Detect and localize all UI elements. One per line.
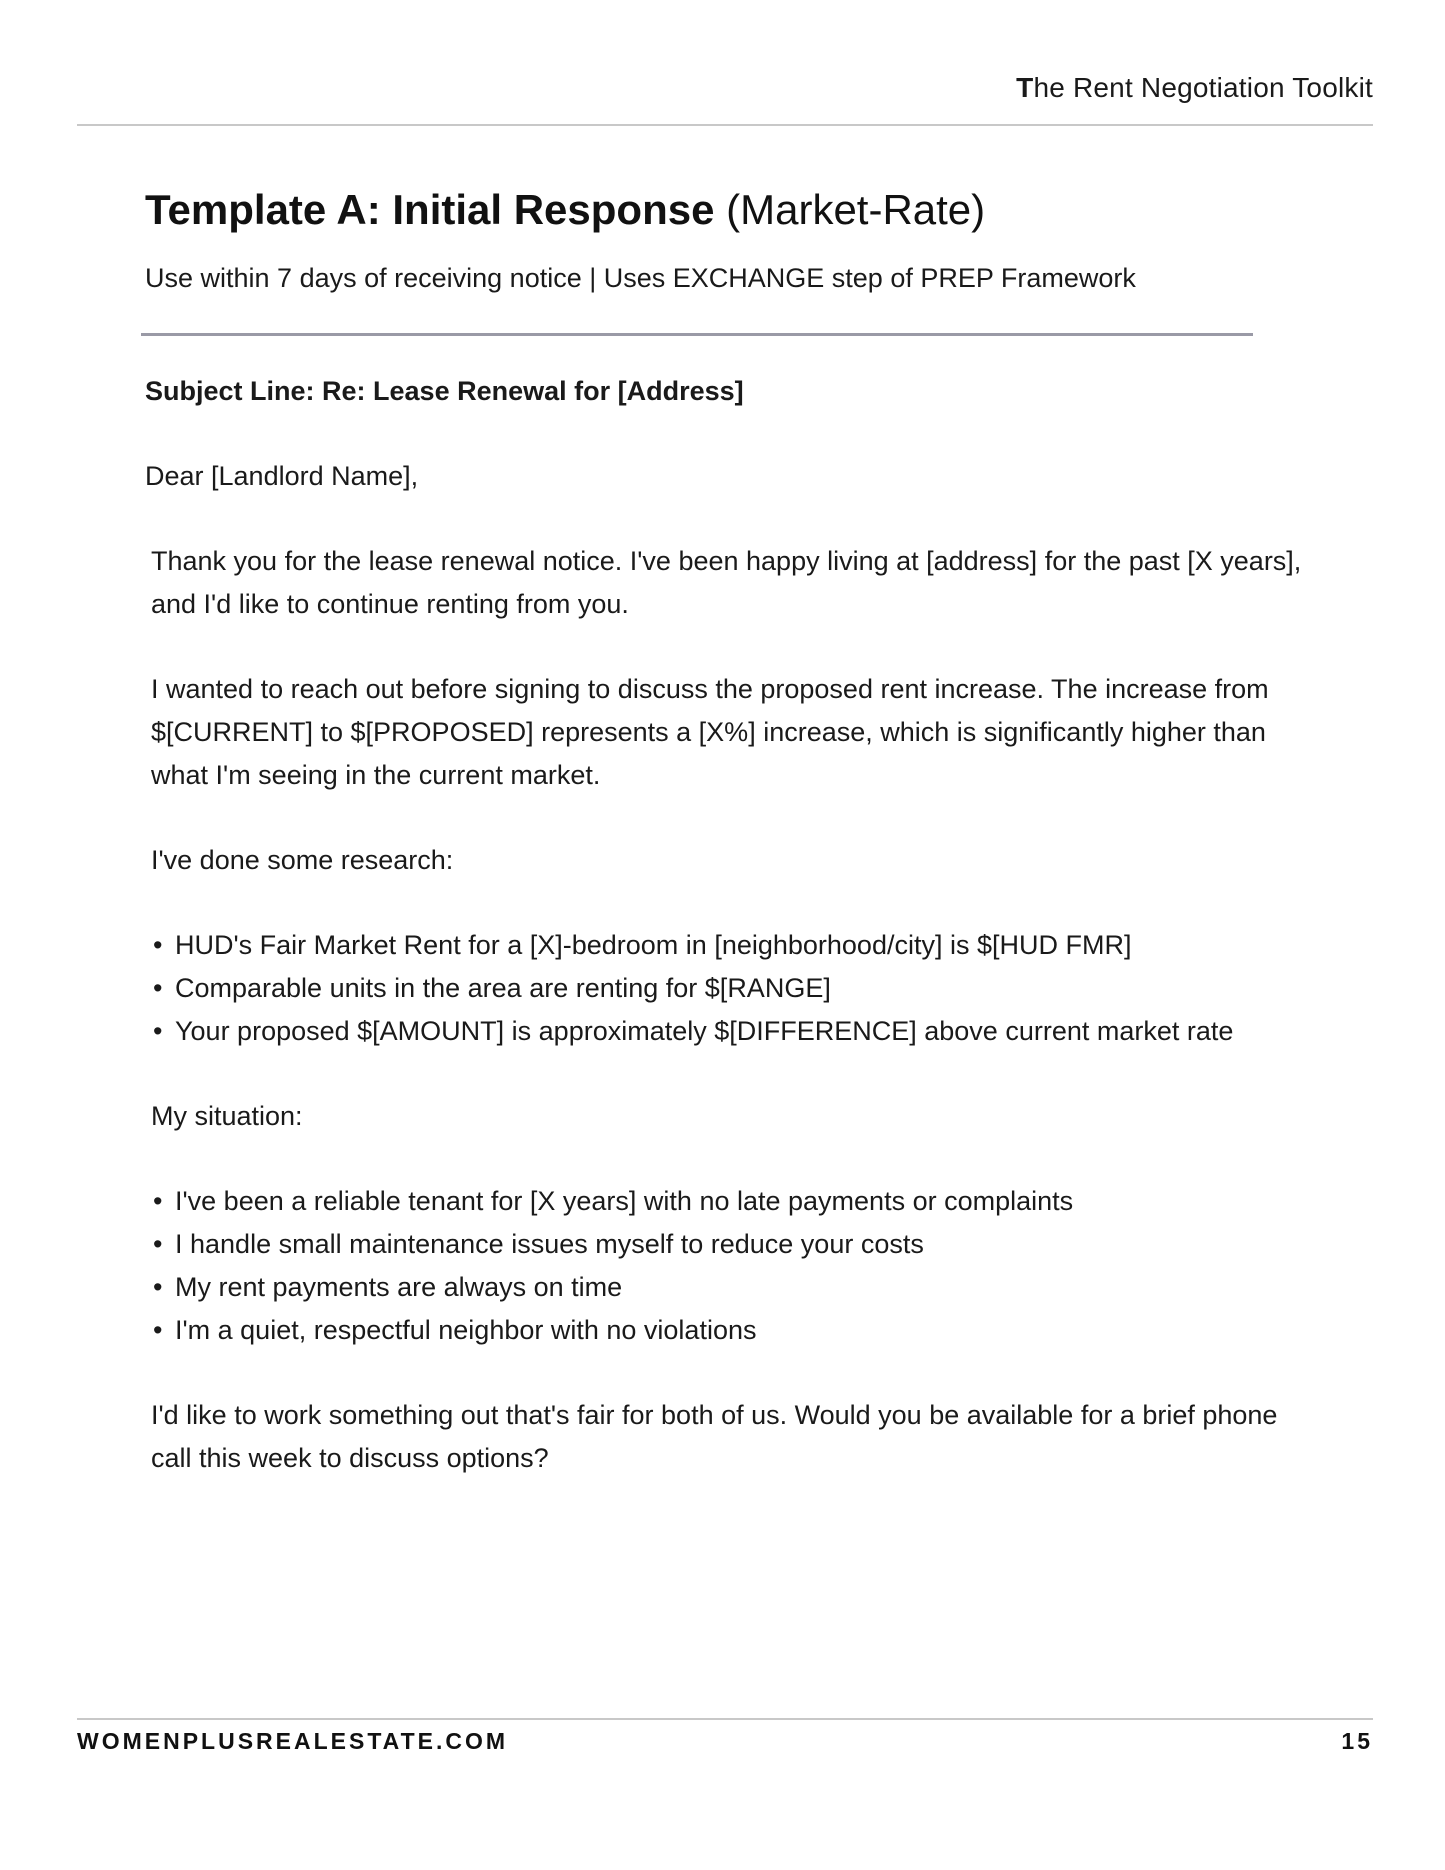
header-divider xyxy=(77,124,1373,126)
bullet-icon: • xyxy=(153,1229,163,1259)
subject-line: Subject Line: Re: Lease Renewal for [Address] xyxy=(145,376,744,406)
list-item-text: I handle small maintenance issues myself to reduce your costs xyxy=(175,1229,924,1259)
list-item-text: Your proposed $[AMOUNT] is approximately $[DIFFERENCE] above current market rate xyxy=(175,1016,1234,1046)
running-header xyxy=(1016,72,1373,104)
list-item-text: Comparable units in the area are renting for $[RANGE] xyxy=(175,973,831,1003)
list-item-text: HUD's Fair Market Rent for a [X]-bedroom in [neighborhood/city] is $[HUD FMR] xyxy=(175,930,1132,960)
bullet-icon: • xyxy=(153,1186,163,1216)
list-item xyxy=(145,1180,1305,1223)
page-number: 15 xyxy=(1341,1728,1373,1754)
bullet-icon: • xyxy=(153,1016,163,1046)
page-title xyxy=(145,186,985,234)
list-item xyxy=(145,1266,1305,1309)
bullet-icon: • xyxy=(153,930,163,960)
list-item xyxy=(145,1223,1305,1266)
research-heading: I've done some research: xyxy=(151,845,454,875)
list-item-text: My rent payments are always on time xyxy=(175,1272,623,1302)
bullet-icon: • xyxy=(153,1272,163,1302)
paragraph-closing: I'd like to work something out that's fair for both of us. Would you be available for a brief phone call this week to discuss options? xyxy=(151,1400,1278,1473)
paragraph-increase: I wanted to reach out before signing to discuss the proposed rent increase. The increase from $[CURRENT] to $[PROPOSED] represents a [X%] increase, which is significantly higher than what I'm seeing in the current market. xyxy=(151,674,1269,790)
list-item xyxy=(145,1309,1305,1352)
list-item-text: I'm a quiet, respectful neighbor with no violations xyxy=(175,1315,757,1345)
greeting: Dear [Landlord Name], xyxy=(145,461,419,491)
list-item xyxy=(145,1010,1305,1053)
section-divider xyxy=(141,333,1253,336)
list-item-text: I've been a reliable tenant for [X years] with no late payments or complaints xyxy=(175,1186,1074,1216)
paragraph-thanks: Thank you for the lease renewal notice. I've been happy living at [address] for the past [X years], and I'd like to continue renting from you. xyxy=(151,546,1302,619)
list-item xyxy=(145,924,1305,967)
page-title-bold: Template A: Initial Response xyxy=(145,186,715,233)
footer-divider xyxy=(77,1718,1373,1720)
letter-body xyxy=(145,370,1305,1522)
bullet-icon: • xyxy=(153,1315,163,1345)
research-list xyxy=(145,924,1305,1053)
running-header-initial: T xyxy=(1016,72,1034,103)
situation-heading: My situation: xyxy=(151,1101,303,1131)
footer-website: WOMENPLUSREALESTATE.COM xyxy=(77,1728,509,1754)
page-title-suffix: (Market-Rate) xyxy=(714,186,986,233)
running-header-text: he Rent Negotiation Toolkit xyxy=(1033,72,1373,103)
page-subtitle: Use within 7 days of receiving notice | Uses EXCHANGE step of PREP Framework xyxy=(145,263,1136,293)
situation-list xyxy=(145,1180,1305,1352)
bullet-icon: • xyxy=(153,973,163,1003)
list-item xyxy=(145,967,1305,1010)
